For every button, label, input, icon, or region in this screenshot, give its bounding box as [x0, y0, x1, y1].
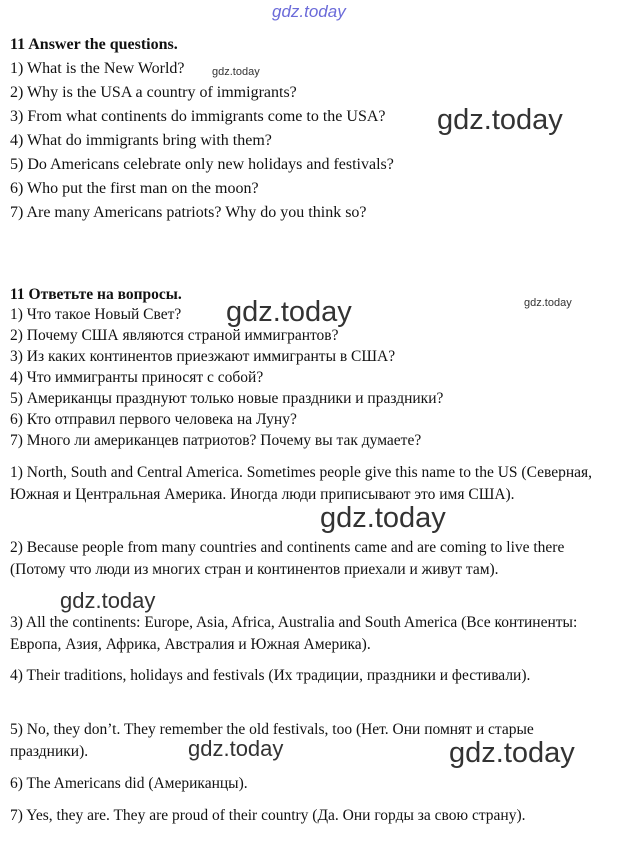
russian-question: 7) Много ли американцев патриотов? Почему вы так думаете? [10, 432, 422, 449]
english-question: 6) Who put the first man on the moon? [10, 180, 259, 197]
watermark: gdz.today [320, 502, 446, 534]
russian-question: 1) Что такое Новый Свет? [10, 306, 182, 323]
english-heading: 11 Answer the questions. [10, 36, 178, 53]
watermark: gdz.today [226, 296, 352, 328]
watermark: gdz.today [188, 736, 284, 761]
watermark: gdz.today [449, 737, 575, 769]
watermark: gdz.today [437, 104, 563, 136]
answer-paragraph: 7) Yes, they are. They are proud of their country (Да. Они горды за свою страну). [10, 807, 526, 824]
watermark: gdz.today [212, 66, 260, 78]
russian-heading: 11 Ответьте на вопросы. [10, 286, 182, 303]
watermark: gdz.today [60, 588, 156, 613]
english-question: 5) Do Americans celebrate only new holidays and festivals? [10, 156, 394, 173]
russian-question: 2) Почему США являются страной иммигрантов? [10, 327, 339, 344]
answer-paragraph: 5) No, they don’t. They remember the old festivals, too (Нет. Они помнят и старые праздники). [10, 721, 534, 760]
answer-paragraph: 6) The Americans did (Американцы). [10, 775, 248, 792]
russian-question: 5) Американцы празднуют только новые праздники и праздники? [10, 390, 444, 407]
answer-paragraph: 2) Because people from many countries and continents came and are coming to live there (Потому что люди из многих стран и континентов приехали и живут там). [10, 539, 565, 578]
answer-paragraph: 4) Their traditions, holidays and festivals (Их традиции, праздники и фестивали). [10, 667, 531, 684]
english-question: 7) Are many Americans patriots? Why do you think so? [10, 204, 367, 221]
answer-paragraph: 3) All the continents: Europe, Asia, Africa, Australia and South America (Все континенты: Европа, Азия, Африка, Австралия и Южная Америка). [10, 614, 578, 653]
russian-question: 4) Что иммигранты приносят с собой? [10, 369, 264, 386]
watermark: gdz.today [524, 297, 572, 309]
english-question: 1) What is the New World? [10, 60, 185, 77]
watermark-top: gdz.today [272, 2, 346, 21]
english-question: 2) Why is the USA a country of immigrants? [10, 84, 297, 101]
russian-question: 6) Кто отправил первого человека на Луну? [10, 411, 297, 428]
english-question: 4) What do immigrants bring with them? [10, 132, 272, 149]
answer-paragraph: 1) North, South and Central America. Sometimes people give this name to the US (Северная, Южная и Центральная Америка. Иногда люди приписывают это имя США). [10, 464, 593, 503]
english-question: 3) From what continents do immigrants come to the USA? [10, 108, 386, 125]
russian-question: 3) Из каких континентов приезжают иммигранты в США? [10, 348, 396, 365]
